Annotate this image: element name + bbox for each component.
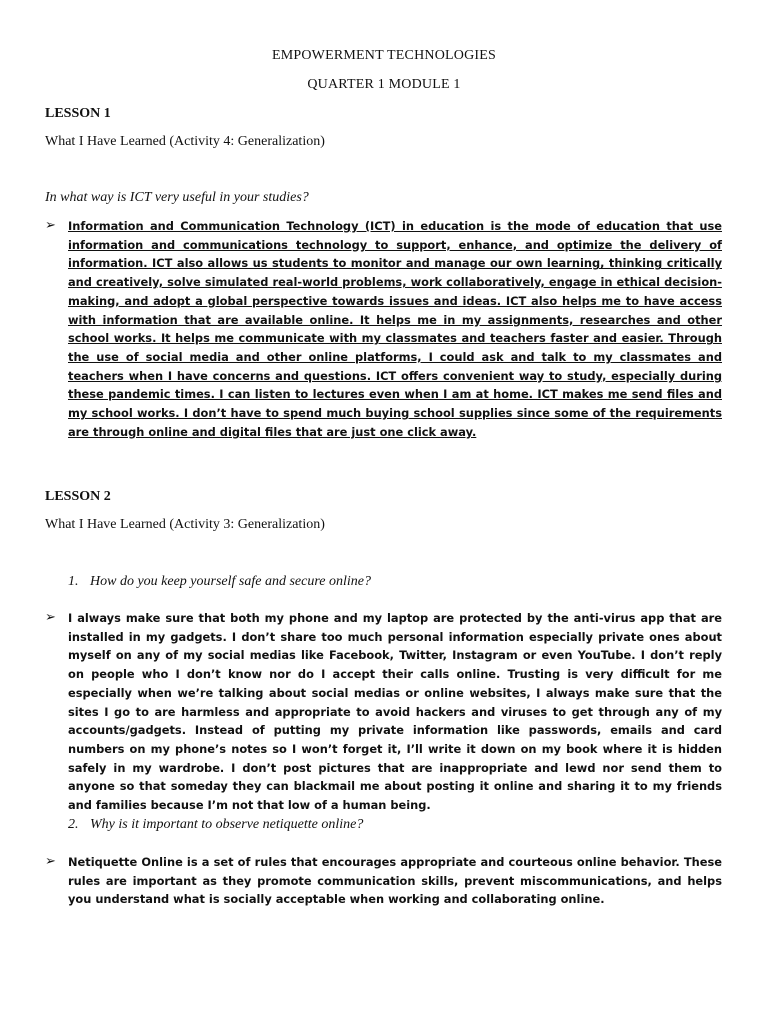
lesson-2-activity: What I Have Learned (Activity 3: Generalization) <box>45 517 325 532</box>
lesson-2-heading: LESSON 2 <box>45 489 111 504</box>
lesson-2-question-2: Why is it important to observe netiquette online? <box>90 817 364 832</box>
lesson-2-answer-1: I always make sure that both my phone and my laptop are protected by the anti-virus app that are installed in my gadgets. I don’t share too much personal information especially private ones about myself on any of my social medias like Facebook, Twitter, Instagram or even YouTube. I don’t reply on people who I don’t know nor do I accept their calls online. Trusting is very difficult for me especially when we’re talking about social medias or online websites, I always make sure that the sites I go to are harmless and appropriate to avoid hackers and viruses to get through any of my accounts/gadgets. Instead of putting my private information like passwords, emails and card numbers on my phone’s notes so I won’t forget it, I’ll write it down on my book where it is hidden safely in my wardrobe. I don’t post pictures that are inappropriate and lewd nor send them to anyone so that someday they can blackmail me about posting it online and sharing it to my friends and families because I’m not that low of a human being. <box>68 611 722 813</box>
lesson-2-answer-2: Netiquette Online is a set of rules that encourages appropriate and courteous online behavior. These rules are important as they promote communication skills, prevent miscommunications, and helps you understand what is socially acceptable when working and collaborating online. <box>68 855 722 907</box>
lesson-2-question-2-number: 2. <box>68 817 79 832</box>
document-subtitle: QUARTER 1 MODULE 1 <box>307 77 461 92</box>
lesson-1-heading: LESSON 1 <box>45 106 111 121</box>
document-title: EMPOWERMENT TECHNOLOGIES <box>271 48 496 63</box>
lesson-2-question-1: How do you keep yourself safe and secure online? <box>90 574 371 589</box>
lesson-1-activity: What I Have Learned (Activity 4: Generalization) <box>45 134 325 149</box>
lesson-2-question-1-number: 1. <box>68 574 79 589</box>
lesson-1-question: In what way is ICT very useful in your studies? <box>45 190 309 205</box>
bullet-arrow-icon: ➢ <box>45 610 56 625</box>
lesson-1-answer: Information and Communication Technology (ICT) in education is the mode of education that use information and communications technology to support, enhance, and optimize the delivery of information. ICT also allows us students to monitor and manage our own learning, thinking critically and creatively, solve simulated real-world problems, work collaboratively, engage in ethical decision-making, and adopt a global perspective towards issues and ideas. ICT also helps me to have access with information that are available online. It helps me in my assignments, researches and other school works. It helps me communicate with my classmates and teachers faster and easier. Through the use of social media and other online platforms, I could ask and talk to my classmates and teachers when I have concerns and questions. ICT offers convenient way to study, especially during these pandemic times. I can listen to lectures even when I am at home. ICT makes me send files and my school works. I don’t have to spend much buying school supplies since some of the requirements are through online and digital files that are just one click away. <box>68 219 722 439</box>
bullet-arrow-icon: ➢ <box>45 218 56 233</box>
bullet-arrow-icon: ➢ <box>45 854 56 869</box>
